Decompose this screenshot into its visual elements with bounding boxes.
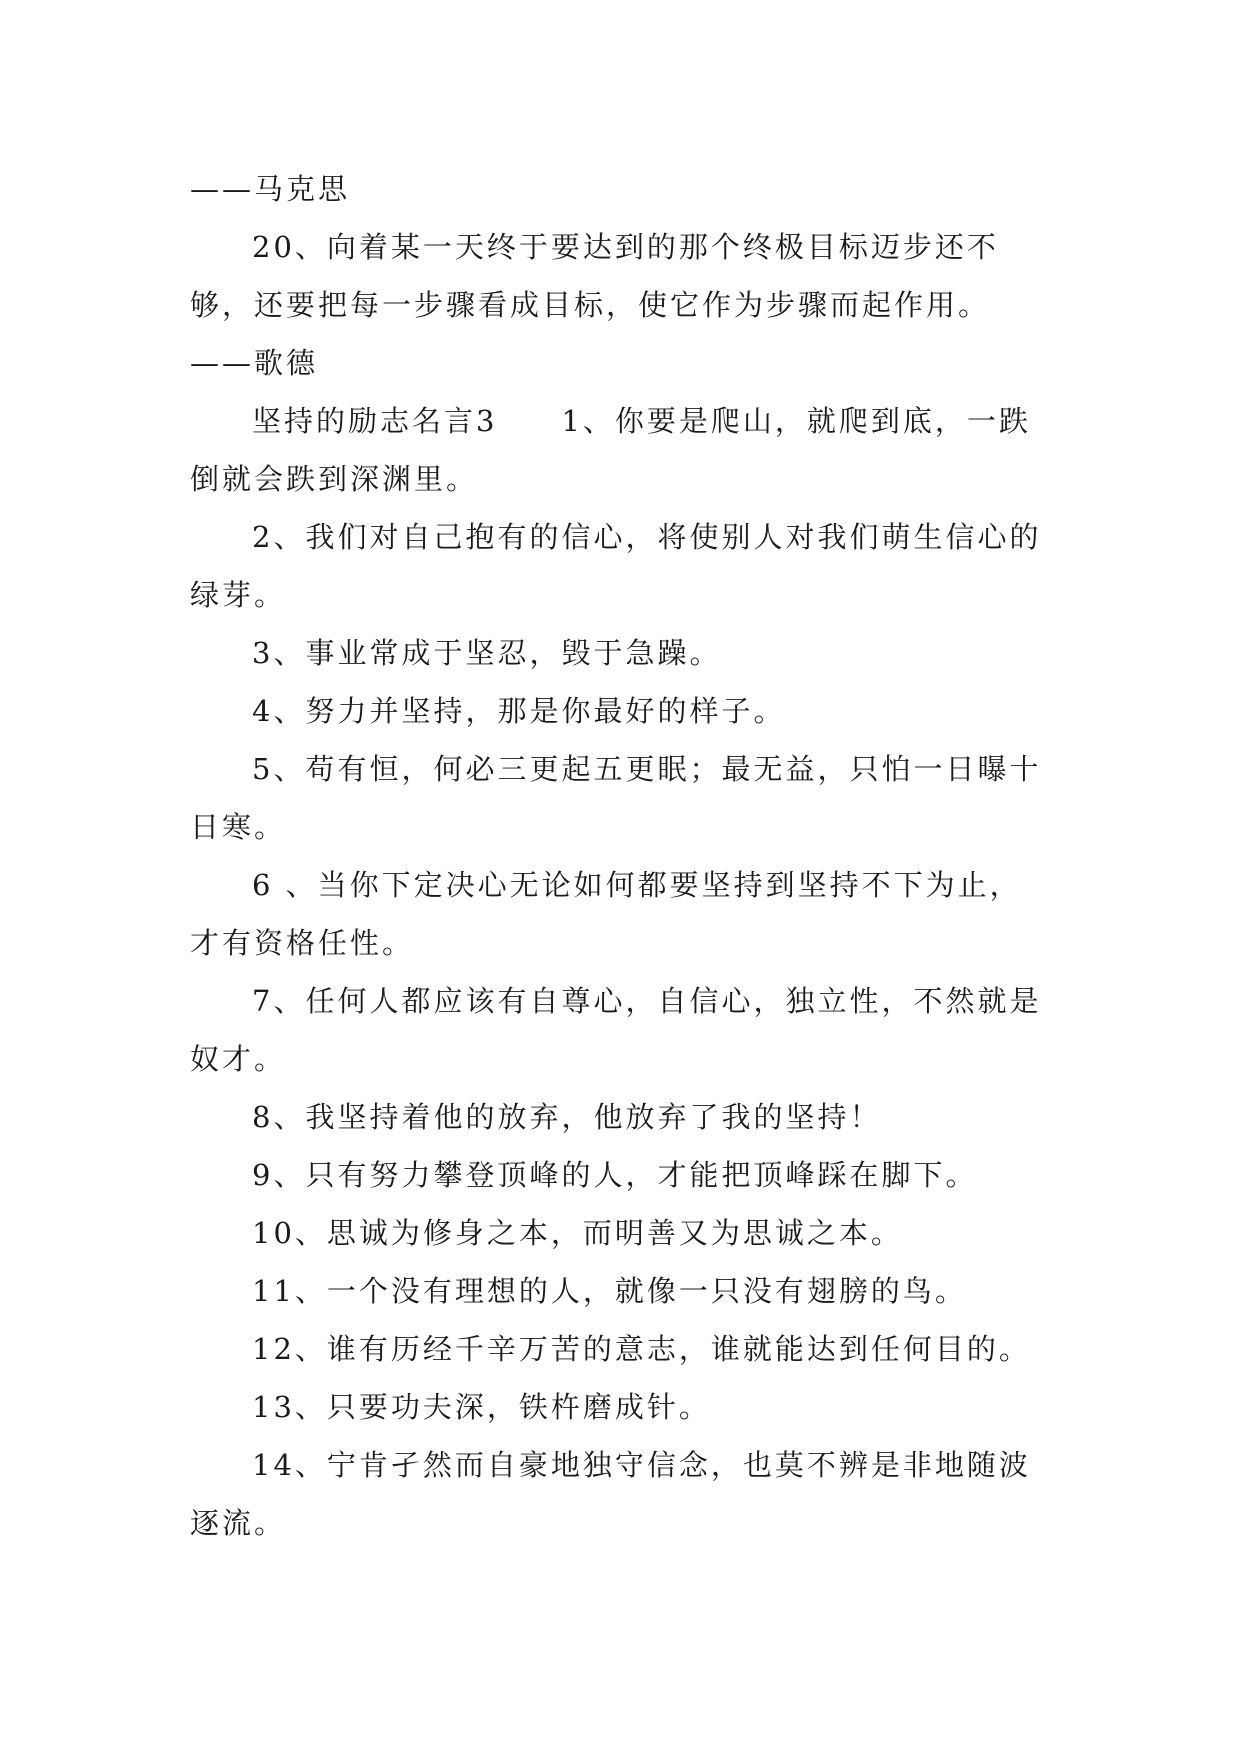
quote-paragraph: 7、任何人都应该有自尊心，自信心，独立性，不然就是奴才。 [190,984,1042,1076]
quote-paragraph: 8、我坚持着他的放弃，他放弃了我的坚持！ [252,1100,882,1134]
quote-paragraph: 6 、当你下定决心无论如何都要坚持到坚持不下为止，才有资格任性。 [190,868,1022,960]
quote-paragraph: 12、谁有历经千辛万苦的意志，谁就能达到任何目的。 [252,1332,1031,1366]
document-body [190,160,1050,1552]
quote-paragraph: 2、我们对自己抱有的信心，将使别人对我们萌生信心的绿芽。 [190,520,1042,612]
quote-paragraph: 5、苟有恒，何必三更起五更眠；最无益，只怕一日曝十日寒。 [190,752,1042,844]
quote-paragraph: 14、宁肯孑然而自豪地独守信念，也莫不辨是非地随波逐流。 [190,1448,1031,1540]
attribution-line: ——马克思 [190,172,351,206]
quote-paragraph: 10、思诚为修身之本，而明善又为思诚之本。 [252,1216,903,1250]
quote-paragraph: 4、努力并坚持，那是你最好的样子。 [252,694,786,728]
quote-paragraph: 9、只有努力攀登顶峰的人，才能把顶峰踩在脚下。 [252,1158,978,1192]
quote-paragraph: 11、一个没有理想的人，就像一只没有翅膀的鸟。 [252,1274,967,1308]
section-heading-paragraph: 坚持的励志名言3 1、你要是爬山，就爬到底，一跌倒就会跌到深渊里。 [190,404,1031,496]
quote-paragraph: 3、事业常成于坚忍，毁于急躁。 [252,636,722,670]
quote-paragraph: 13、只要功夫深，铁杵磨成针。 [252,1390,711,1424]
quote-paragraph: 20、向着某一天终于要达到的那个终极目标迈步还不够，还要把每一步骤看成目标，使它作为步骤而起作用。——歌德 [190,230,999,380]
